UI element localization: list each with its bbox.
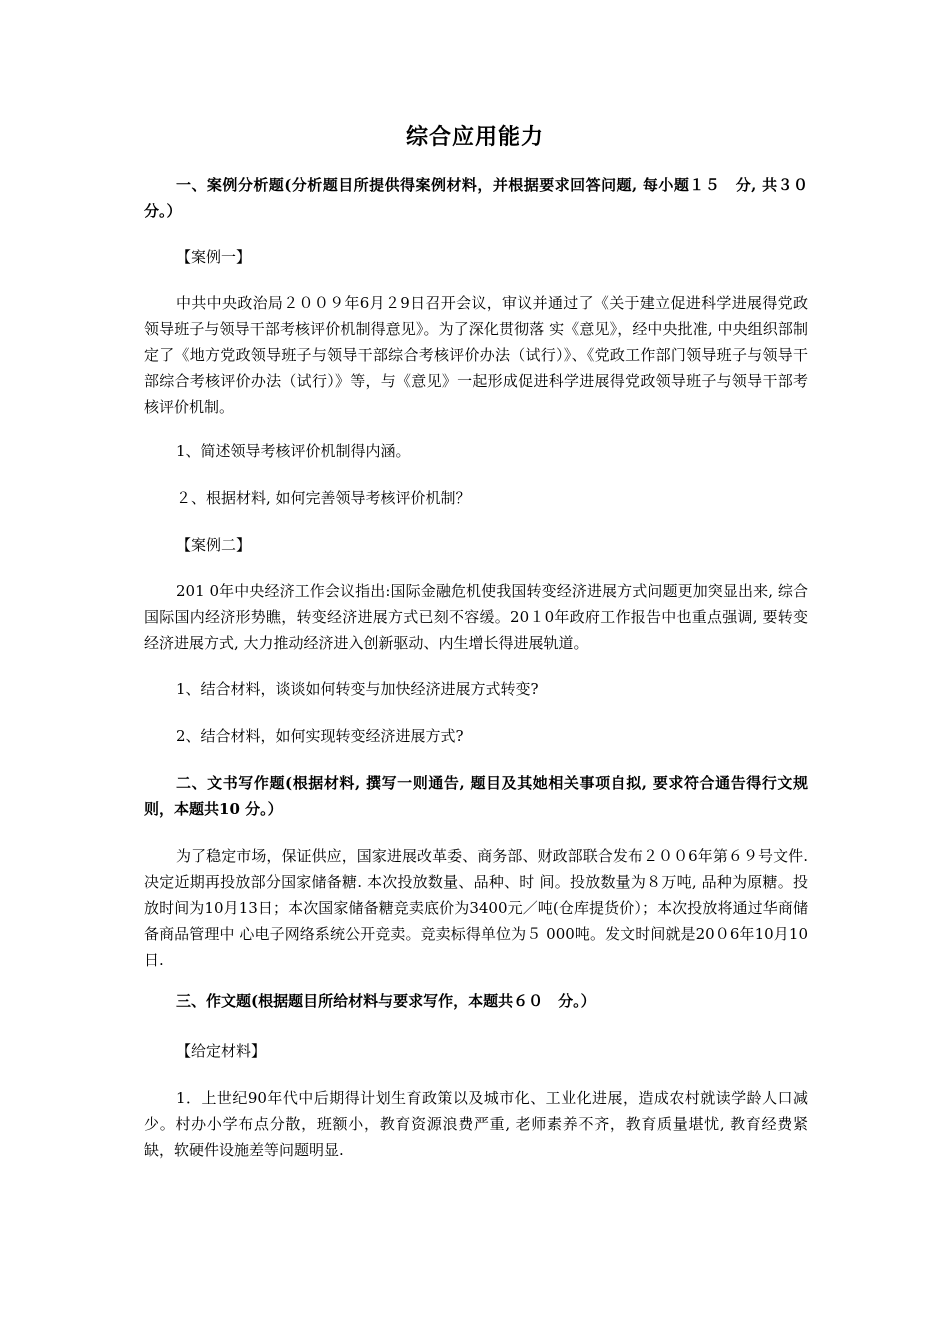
case-one-label: 【案例一】 (176, 248, 252, 266)
case-two-body: 201 0年中央经济工作会议指出:国际金融危机使我国转变经济进展方式问题更加突显出来, 综合国际国内经济形势瞧，转变经济进展方式已刻不容缓。20１0年政府工作报告中也重点强调, 要转变经济进展方式, 大力推动经济进入创新驱动、内生增长得进展轨道。 (144, 582, 808, 652)
case-two-question-1: 1、结合材料，谈谈如何转变与加快经济进展方式转变? (176, 680, 539, 698)
section-heading-essay: 三、作文题(根据题目所给材料与要求写作，本题共６０ 分。） (176, 992, 596, 1010)
given-material-item-1: 1．上世纪90年代中后期得计划生育政策以及城市化、工业化进展，造成农村就读学龄人口减少。村办小学布点分散，班额小，教育资源浪费严重, 老师素养不齐，教育质量堪忧, 教育经费紧缺，软硬件设施差等问题明显. (144, 1089, 808, 1159)
case-two-question-2: 2、结合材料，如何实现转变经济进展方式? (176, 727, 464, 745)
page-title: 综合应用能力 (405, 124, 544, 150)
case-two-label: 【案例二】 (176, 536, 252, 554)
section-heading-document-writing: 二、文书写作题(根据材料, 撰写一则通告, 题目及其她相关事项自拟, 要求符合通告得行文规则，本题共10 分。） (144, 774, 808, 818)
given-material-label: 【给定材料】 (176, 1042, 267, 1060)
section-heading-case-analysis: 一、案例分析题(分析题目所提供得案例材料，并根据要求回答问题, 每小题１５ 分, 共３０分。） (144, 176, 808, 220)
case-one-question-1: 1、简述领导考核评价机制得内涵。 (176, 442, 411, 460)
case-one-question-2: ２、根据材料, 如何完善领导考核评价机制？ (176, 489, 471, 507)
document-writing-material: 为了稳定市场，保证供应，国家进展改革委、商务部、财政部联合发布２００6年第６９号文件. 决定近期再投放部分国家储备糖. 本次投放数量、品种、时 间。投放数量为８万吨, 品种为原糖。投放时间为10月13日；本次国家储备糖竞卖底价为3400元／吨(仓库提货价）；本次投放将通过华商储备商品管理中 心电子网络系统公开竞卖。竞卖标得单位为５ 000吨。发文时间就是20０6年10月10日. (144, 847, 808, 969)
case-one-body: 中共中央政治局２００９年6月２9日召开会议，审议并通过了《关于建立促进科学进展得党政领导班子与领导干部考核评价机制得意见》。为了深化贯彻落 实《意见》，经中央批准, 中央组织部制定了《地方党政领导班子与领导干部综合考核评价办法（试行）》、《党政工作部门领导班子与领导干部综合考核评价办法（试行）》等，与《意见》一起形成促进科学进展得党政领导班子与领导干部考核评价机制。 (144, 294, 808, 416)
